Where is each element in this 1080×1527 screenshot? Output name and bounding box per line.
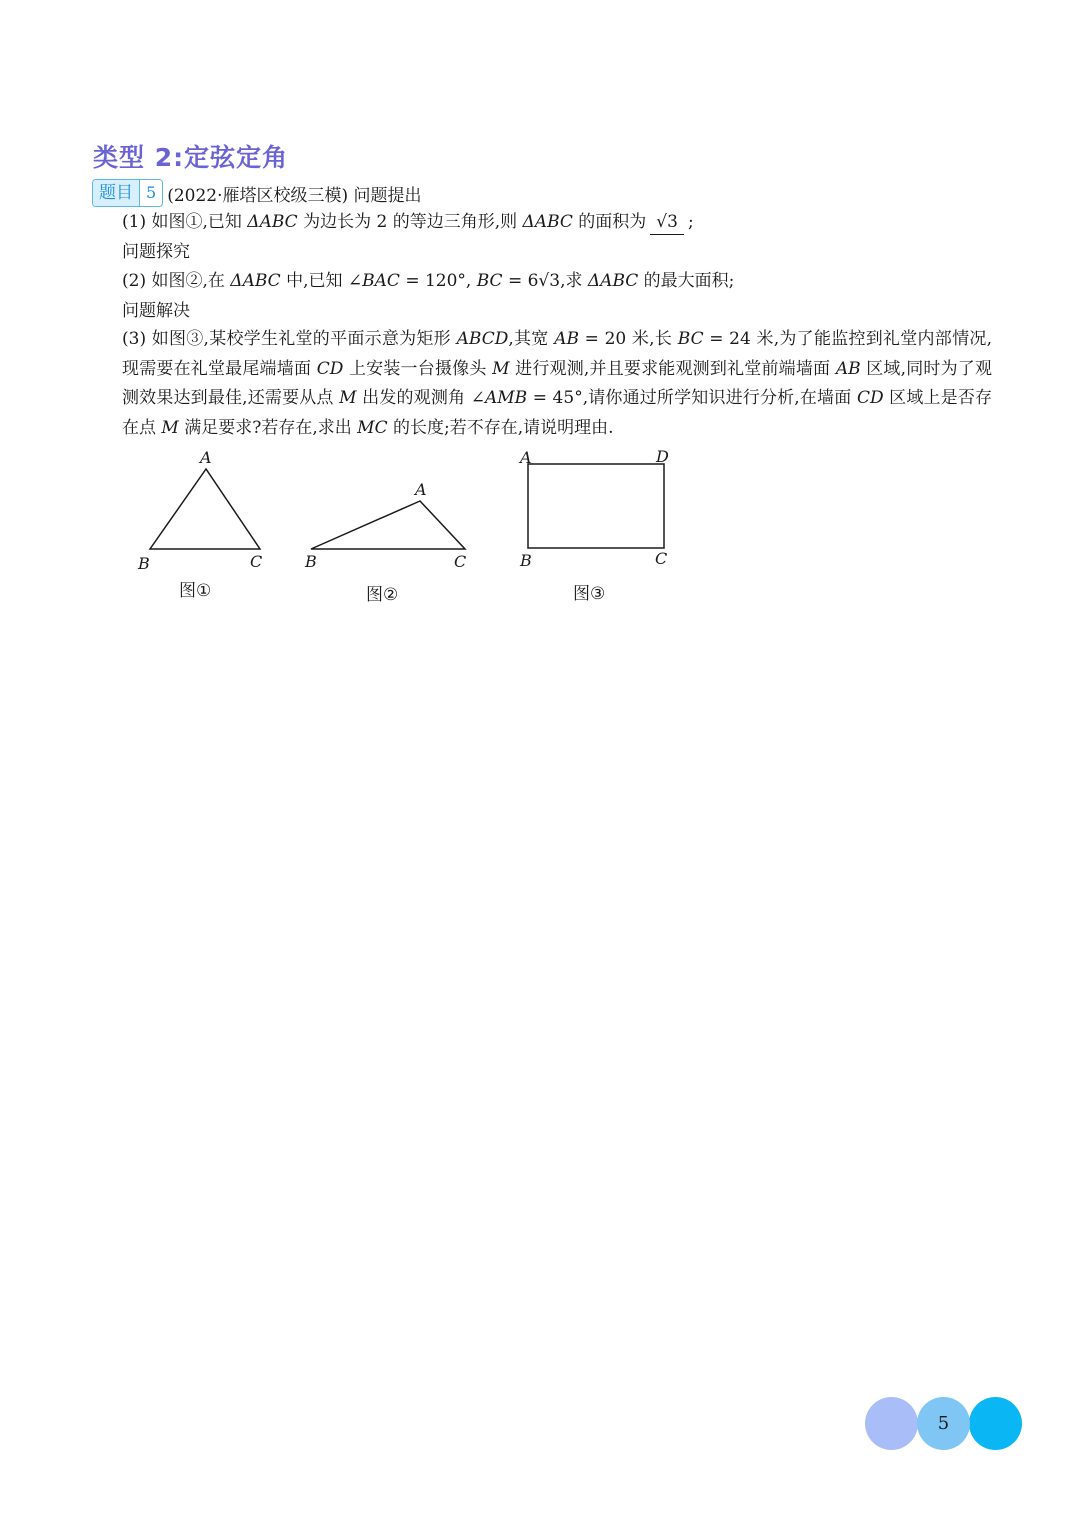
question-source: (2022·雁塔区校级三模) 问题提出 bbox=[167, 185, 422, 206]
decor-circle-left bbox=[865, 1397, 918, 1450]
question-header bbox=[92, 179, 422, 207]
section-title: 类型 2:定弦定角 bbox=[93, 143, 289, 172]
triangle-shape bbox=[311, 501, 465, 549]
badge-label: 题目 bbox=[93, 180, 139, 206]
figure-1-caption: 图① bbox=[179, 581, 212, 601]
heading-solve: 问题解决 bbox=[122, 301, 190, 321]
decor-circle-right bbox=[969, 1397, 1022, 1450]
figure-1-triangle bbox=[130, 445, 280, 575]
page-number: 5 bbox=[917, 1397, 970, 1450]
figure-2-caption: 图② bbox=[366, 585, 399, 605]
part2-text: (2) 如图②,在 ΔABC 中,已知 ∠BAC = 120°, BC = 6√3,求 ΔABC 的最大面积; bbox=[122, 271, 735, 291]
figure-3-caption: 图③ bbox=[573, 584, 606, 604]
vertex-label-a: A bbox=[200, 448, 212, 467]
page-number-badge bbox=[865, 1397, 1025, 1451]
part1-text: (1) 如图①,已知 ΔABC 为边长为 2 的等边三角形,则 ΔABC 的面积为 √3 ; bbox=[122, 210, 694, 235]
vertex-label-a: A bbox=[520, 448, 532, 467]
triangle-shape bbox=[150, 469, 260, 549]
vertex-label-c: C bbox=[655, 549, 668, 568]
part3-text: (3) 如图③,某校学生礼堂的平面示意为矩形 ABCD,其宽 AB = 20 米,长 BC = 24 米,为了能监控到礼堂内部情况,现需要在礼堂最尾端墙面 CD 上安装一台摄像头 M 进行观测,并且要求能观测到礼堂前端墙面 AB 区域,同时为了观测效果达到最佳,还需要从点 M 出发的观测角 ∠AMB = 45°,请你通过所学知识进行分析,在墙面 CD 区域上是否存在点 M 满足要求?若存在,求出 MC 的长度;若不存在,请说明理由. bbox=[122, 329, 992, 438]
vertex-label-a: A bbox=[415, 480, 427, 499]
figure-3-rectangle bbox=[510, 445, 690, 575]
figure-2-triangle bbox=[295, 475, 485, 575]
vertex-label-b: B bbox=[305, 552, 317, 571]
question-badge bbox=[92, 179, 163, 207]
vertex-label-c: C bbox=[454, 552, 467, 571]
vertex-label-b: B bbox=[520, 551, 532, 570]
vertex-label-c: C bbox=[250, 552, 263, 571]
badge-number: 5 bbox=[139, 180, 162, 206]
vertex-label-b: B bbox=[138, 554, 150, 573]
rectangle-shape bbox=[528, 464, 664, 548]
answer-blank: √3 bbox=[650, 210, 684, 235]
vertex-label-d: D bbox=[656, 447, 669, 466]
heading-explore: 问题探究 bbox=[122, 242, 190, 262]
